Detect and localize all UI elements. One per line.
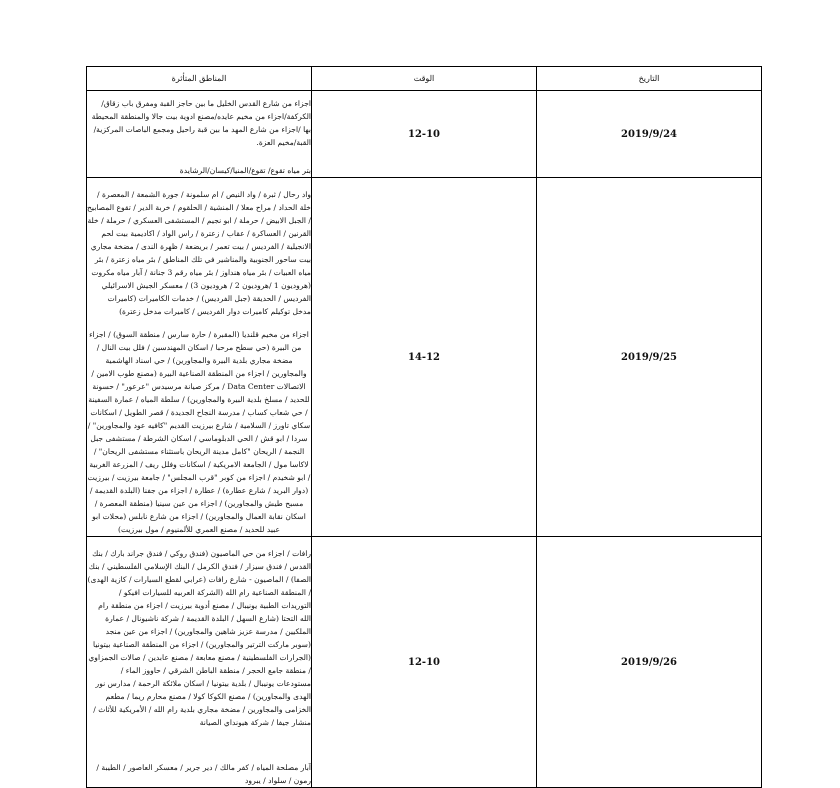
row-time: 12-10 — [312, 91, 537, 178]
table-row — [87, 91, 762, 178]
areas-text: واد رحال / ثبرة / واد النيص / ام سلمونة / جورة الشمعة / المعصرة / خلة الحداد / مراح معلا / المنشية / الحلقوم / خربة الدير / تقوع المصابيح / الجبل الابيض / حرملة / ابو نجيم / المستشفى العسكري / حرملة / خلة القرنين / العساكرة / عقاب / زعترة / راس الواد / اكاديمية بيت لحم الانجيلية / الفرديس / بيت تعمر / بريضعة / ظهرة الندى / مضخة مجاري بيت ساحور الجنوبية والمناشير في تلك المناطق / بئر مياه زعترة / بئر مياه العبيات / بئر مياه هنداوز / بئر مياه رقم 3 جنانة / آبار مياه مكروت (هروديون 1 /هروديون 2 / هروديون 3) / معسكر الجيش الاسرائيلي الفرديس / الحديقة (جبل الفرديس) / خدمات الكاميرات (كاميرات مدخل توكيلم كاميرات دوار الفرديس / كاميرات مدخل زعترة) — [87, 190, 311, 316]
header-date: التاريخ — [537, 67, 762, 91]
table-header-row — [87, 67, 762, 91]
header-time: الوقت — [312, 67, 537, 91]
areas-text: اجزاء من مخيم قلنديا (المقبرة / حارة سارس / منطقة السوق) / اجزاء من البيرة (حي سطح مرحبا / اسكان المهندسين / فلل بيت النال / مضخة مجاري بلدية البيرة والمجاورين) / حي اسناد الهاشمية والمجاورين / اجزاء من المنطقة الصناعية البيرة (مصنع طوب الامين / الاتصالات Data Center / مركز صيانة مرسيدس "عرعور" / حسونة للحديد / مسلخ بلدية البيرة والمجاورين) / سلطة المياه / عمارة السفينة / حي شعاب كساب / مدرسة النجاح الجديدة / قصر الطويل / اسكانات سكاي تاورز / السلامية / شارع بيرزيت القديم "كافيه عود والمجاورين" / سردا / ابو قش / الحي الدبلوماسي / اسكان الشرطة / مستشفى جبل النجمة / الريحان "كامل مدينة الريحان باستثناء مستشفى الريحان" / لاكاسا مول / الجامعة الامريكية / اسكانات وفلل ريف / المزرعة الغربية / ابو شخيدم / اجزاء من كوبر "قرب المجلس" / جامعة بيرزيت / بيرزيت (دوار البريد / شارع عطارة) / عطارة / اجزاء من جفنا (البلدة القديمة / مسبح طيش والمجاورين) / اجزاء من عين سينيا (منطقة المعصرة / اسكان نقابة العمال والمجاورين) / اجزاء من شارع نابلس (محلات ابو عبيد للحديد / مصنع العمري للألمنيوم / مول بيرزيت) — [87, 330, 311, 534]
areas-text: رافات / اجزاء من حي الماصيون (فندق روكي / فندق جراند بارك / بنك القدس / فندق سيزار / فندق الكرمل / البنك الإسلامي الفلسطيني / بنك الصفا) / الماصيون - شارع رافات (عرابي لقطع السيارات / كازية الهدى) / المنطقة الصناعية رام الله (الشركة العربيه للسيارات افيكو / التوريدات الطبية يونيبال / مصنع أدوية بيرزيت / اجزاء من منطقة رام الله التحتا (شارع السهل / البلدة القديمة / شركة ناشيونال / عمارة الملكيين / مدرسة عزيز شاهين والمجاورين) / اجزاء من عين منجد (سوبر ماركت الترتير والمجاورين) / اجزاء من المنطقة الصناعية بيتونيا (الجرارات الفلسطينية / مصنع معابعة / مصنع عابدين / صالات الجمزاوي / منطقة جامع الحجر / منطقة الباطن الشرقي / حاووز الماء / مستودعات يونيبال / بلدية بيتونيا / اسكان ملائكة الرحمة / مدارس نور الهدى والمجاورين) / مصنع الكوكا كولا / مصنع محارم ريما / مطعم الخزامى والمجاورين / مضخة مجاري بلدية رام الله / الأمريكية للأثاث / منشار جيفا / شركة هيونداي الصيانة — [87, 549, 311, 727]
row-date: 2019/9/26 — [537, 537, 762, 788]
row-areas — [87, 91, 312, 178]
row-time: 14-12 — [312, 178, 537, 537]
table-row — [87, 537, 762, 788]
areas-text: بتر مياه تقوع/ تقوع/المنيا/كيسان/الرشايدة — [179, 166, 311, 175]
row-areas — [87, 178, 312, 537]
row-date: 2019/9/25 — [537, 178, 762, 537]
power-outage-schedule-table — [86, 66, 762, 788]
areas-text: آبار مصلحة المياه / كفر مالك / دير جرير / معسكر العاصور / الطيبة / رمون / سلواد / يبرود — [96, 763, 311, 785]
row-date: 2019/9/24 — [537, 91, 762, 178]
row-areas — [87, 537, 312, 788]
row-time: 12-10 — [312, 537, 537, 788]
areas-text: اجزاء من شارع القدس الخليل ما بين حاجز القبة ومفرق باب زقاق/الكركفة/اجزاء من مخيم عايده/مصنع ادوية بيت جالا والمنطقة المحيطة بها /اجزاء من شارع المهد ما بين قبة راحيل ومجمع الباصات المركزية/القبة/مخيم العزة. — [91, 99, 311, 147]
table-row — [87, 178, 762, 537]
header-areas: المناطق المتأثرة — [87, 67, 312, 91]
